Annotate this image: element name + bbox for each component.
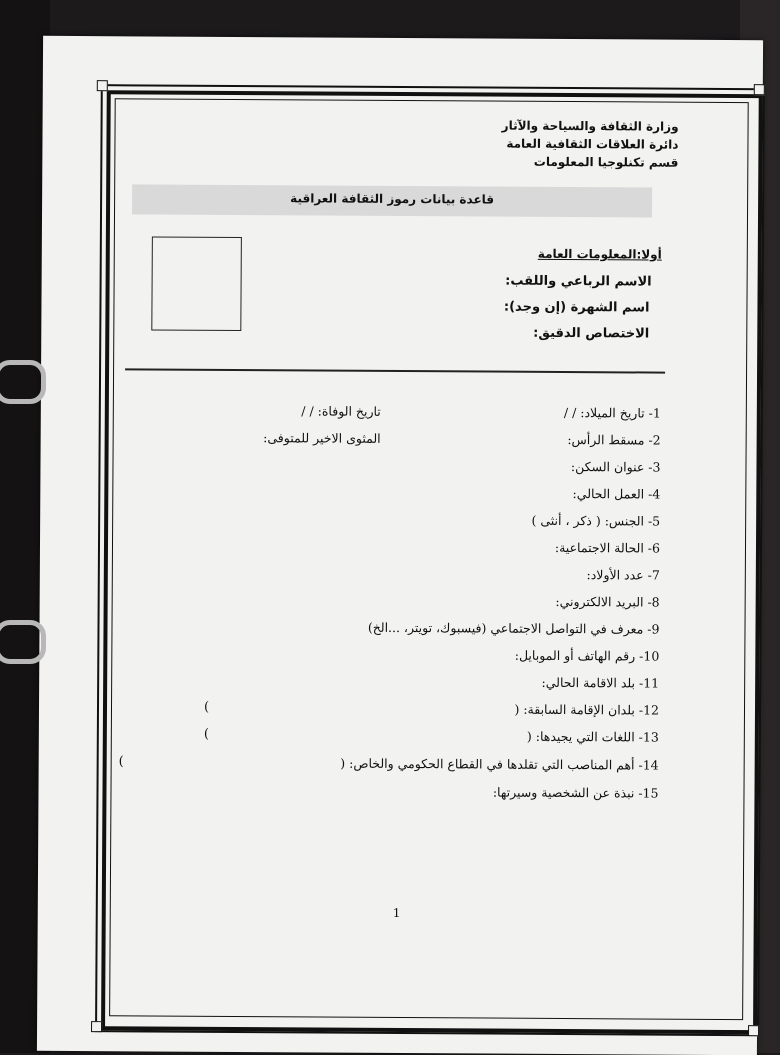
death-date-field: تاريخ الوفاة: / / bbox=[301, 403, 381, 419]
page-number: 1 bbox=[392, 905, 401, 921]
border-corner bbox=[748, 1025, 759, 1036]
list-item: 6- الحالة الاجتماعية: bbox=[554, 539, 661, 556]
page-title: قاعدة بيانات رموز الثقافة العراقية bbox=[290, 191, 495, 207]
binder-ring bbox=[0, 360, 46, 404]
section-general-info-title: أولا:المعلومات العامة bbox=[537, 246, 662, 262]
section-name: قسم تكنلوجيا المعلومات bbox=[533, 154, 679, 170]
list-item: 4- العمل الحالي: bbox=[572, 486, 661, 502]
list-item: 8- البريد الالكتروني: bbox=[555, 593, 660, 610]
list-item: 1- تاريخ الميلاد: / / bbox=[563, 404, 661, 421]
photo-placeholder bbox=[151, 236, 242, 331]
close-paren: ) bbox=[203, 699, 210, 715]
department-name: دائرة العلاقات الثقافية العامة bbox=[506, 136, 679, 152]
close-paren: ) bbox=[118, 754, 124, 770]
resting-place-field: المثوى الاخير للمتوفى: bbox=[263, 430, 381, 446]
list-item: 3- عنوان السكن: bbox=[570, 459, 661, 475]
list-item: 15- نبذة عن الشخصية وسيرتها: bbox=[492, 784, 659, 801]
binder-ring bbox=[0, 620, 46, 664]
full-name-field: الاسم الرباعي واللقب: bbox=[505, 273, 652, 290]
list-item: 14- أهم المناصب التي تقلدها في القطاع الحكومي والخاص: ( bbox=[340, 755, 659, 773]
border-corner bbox=[97, 80, 108, 91]
document-page bbox=[37, 36, 763, 1055]
list-item: 2- مسقط الرأس: bbox=[567, 432, 661, 448]
nickname-field: اسم الشهرة (إن وجد): bbox=[503, 299, 650, 316]
list-item: 13- اللغات التي يجيدها: ( bbox=[526, 728, 659, 745]
list-item: 12- بلدان الإقامة السابقة: ( bbox=[514, 701, 660, 718]
list-item: 5- الجنس: ( ذكر ، أنثى ) bbox=[531, 512, 661, 529]
close-paren: ) bbox=[203, 726, 209, 742]
list-item: 10- رقم الهاتف أو الموبايل: bbox=[514, 647, 660, 664]
ministry-name: وزارة الثقافة والسياحة والآثار bbox=[501, 118, 679, 134]
list-item: 9- معرف في التواصل الاجتماعي (فيسبوك، تويتر، ...الخ) bbox=[367, 619, 660, 637]
list-item: 11- بلد الاقامة الحالي: bbox=[541, 674, 660, 691]
border-corner bbox=[91, 1021, 102, 1032]
border-corner bbox=[754, 84, 765, 95]
list-item: 7- عدد الأولاد: bbox=[586, 567, 660, 583]
title-banner bbox=[132, 184, 652, 217]
specialty-field: الاختصاص الدقيق: bbox=[533, 325, 650, 342]
